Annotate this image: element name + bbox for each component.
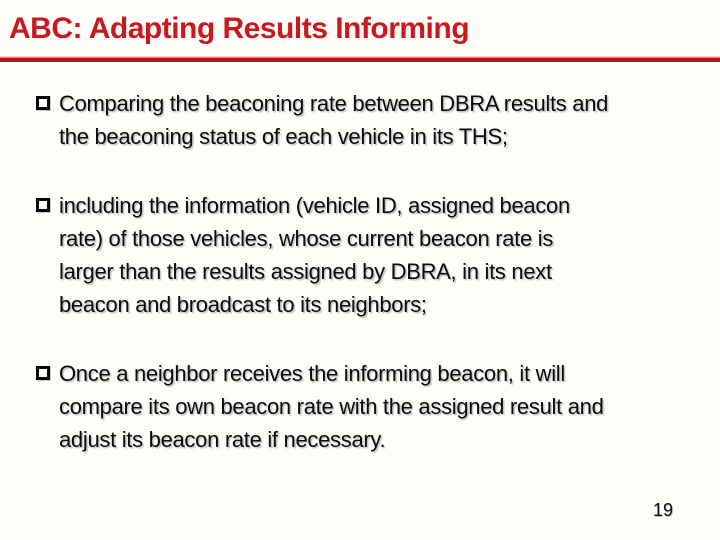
square-bullet-icon [36, 366, 50, 380]
bullet-item [36, 189, 700, 321]
bullet-text [59, 189, 570, 321]
slide-title: ABC: Adapting Results Informing [9, 12, 470, 45]
title-divider [0, 56, 720, 62]
bullet-line: adjust its beacon rate if necessary. [59, 427, 386, 452]
square-bullet-icon [36, 96, 50, 110]
bullet-line: including the information (vehicle ID, assigned beacon [59, 193, 570, 218]
bullet-line: compare its own beacon rate with the assigned result and [59, 394, 604, 419]
bullet-item [36, 87, 700, 153]
bullet-line: rate) of those vehicles, whose current beacon rate is [59, 226, 554, 251]
bullet-item [36, 357, 700, 456]
bullet-line: beacon and broadcast to its neighbors; [59, 292, 427, 317]
bullet-line: Once a neighbor receives the informing beacon, it will [59, 361, 565, 386]
bullet-text [59, 87, 608, 153]
bullet-line: larger than the results assigned by DBRA, in its next [59, 259, 552, 284]
bullet-list [36, 87, 700, 492]
bullet-line: the beaconing status of each vehicle in its THS; [59, 124, 508, 149]
bullet-line: Comparing the beaconing rate between DBRA results and [59, 91, 609, 116]
square-bullet-icon [36, 198, 50, 212]
page-number: 19 [653, 500, 674, 520]
bullet-text [59, 357, 604, 456]
